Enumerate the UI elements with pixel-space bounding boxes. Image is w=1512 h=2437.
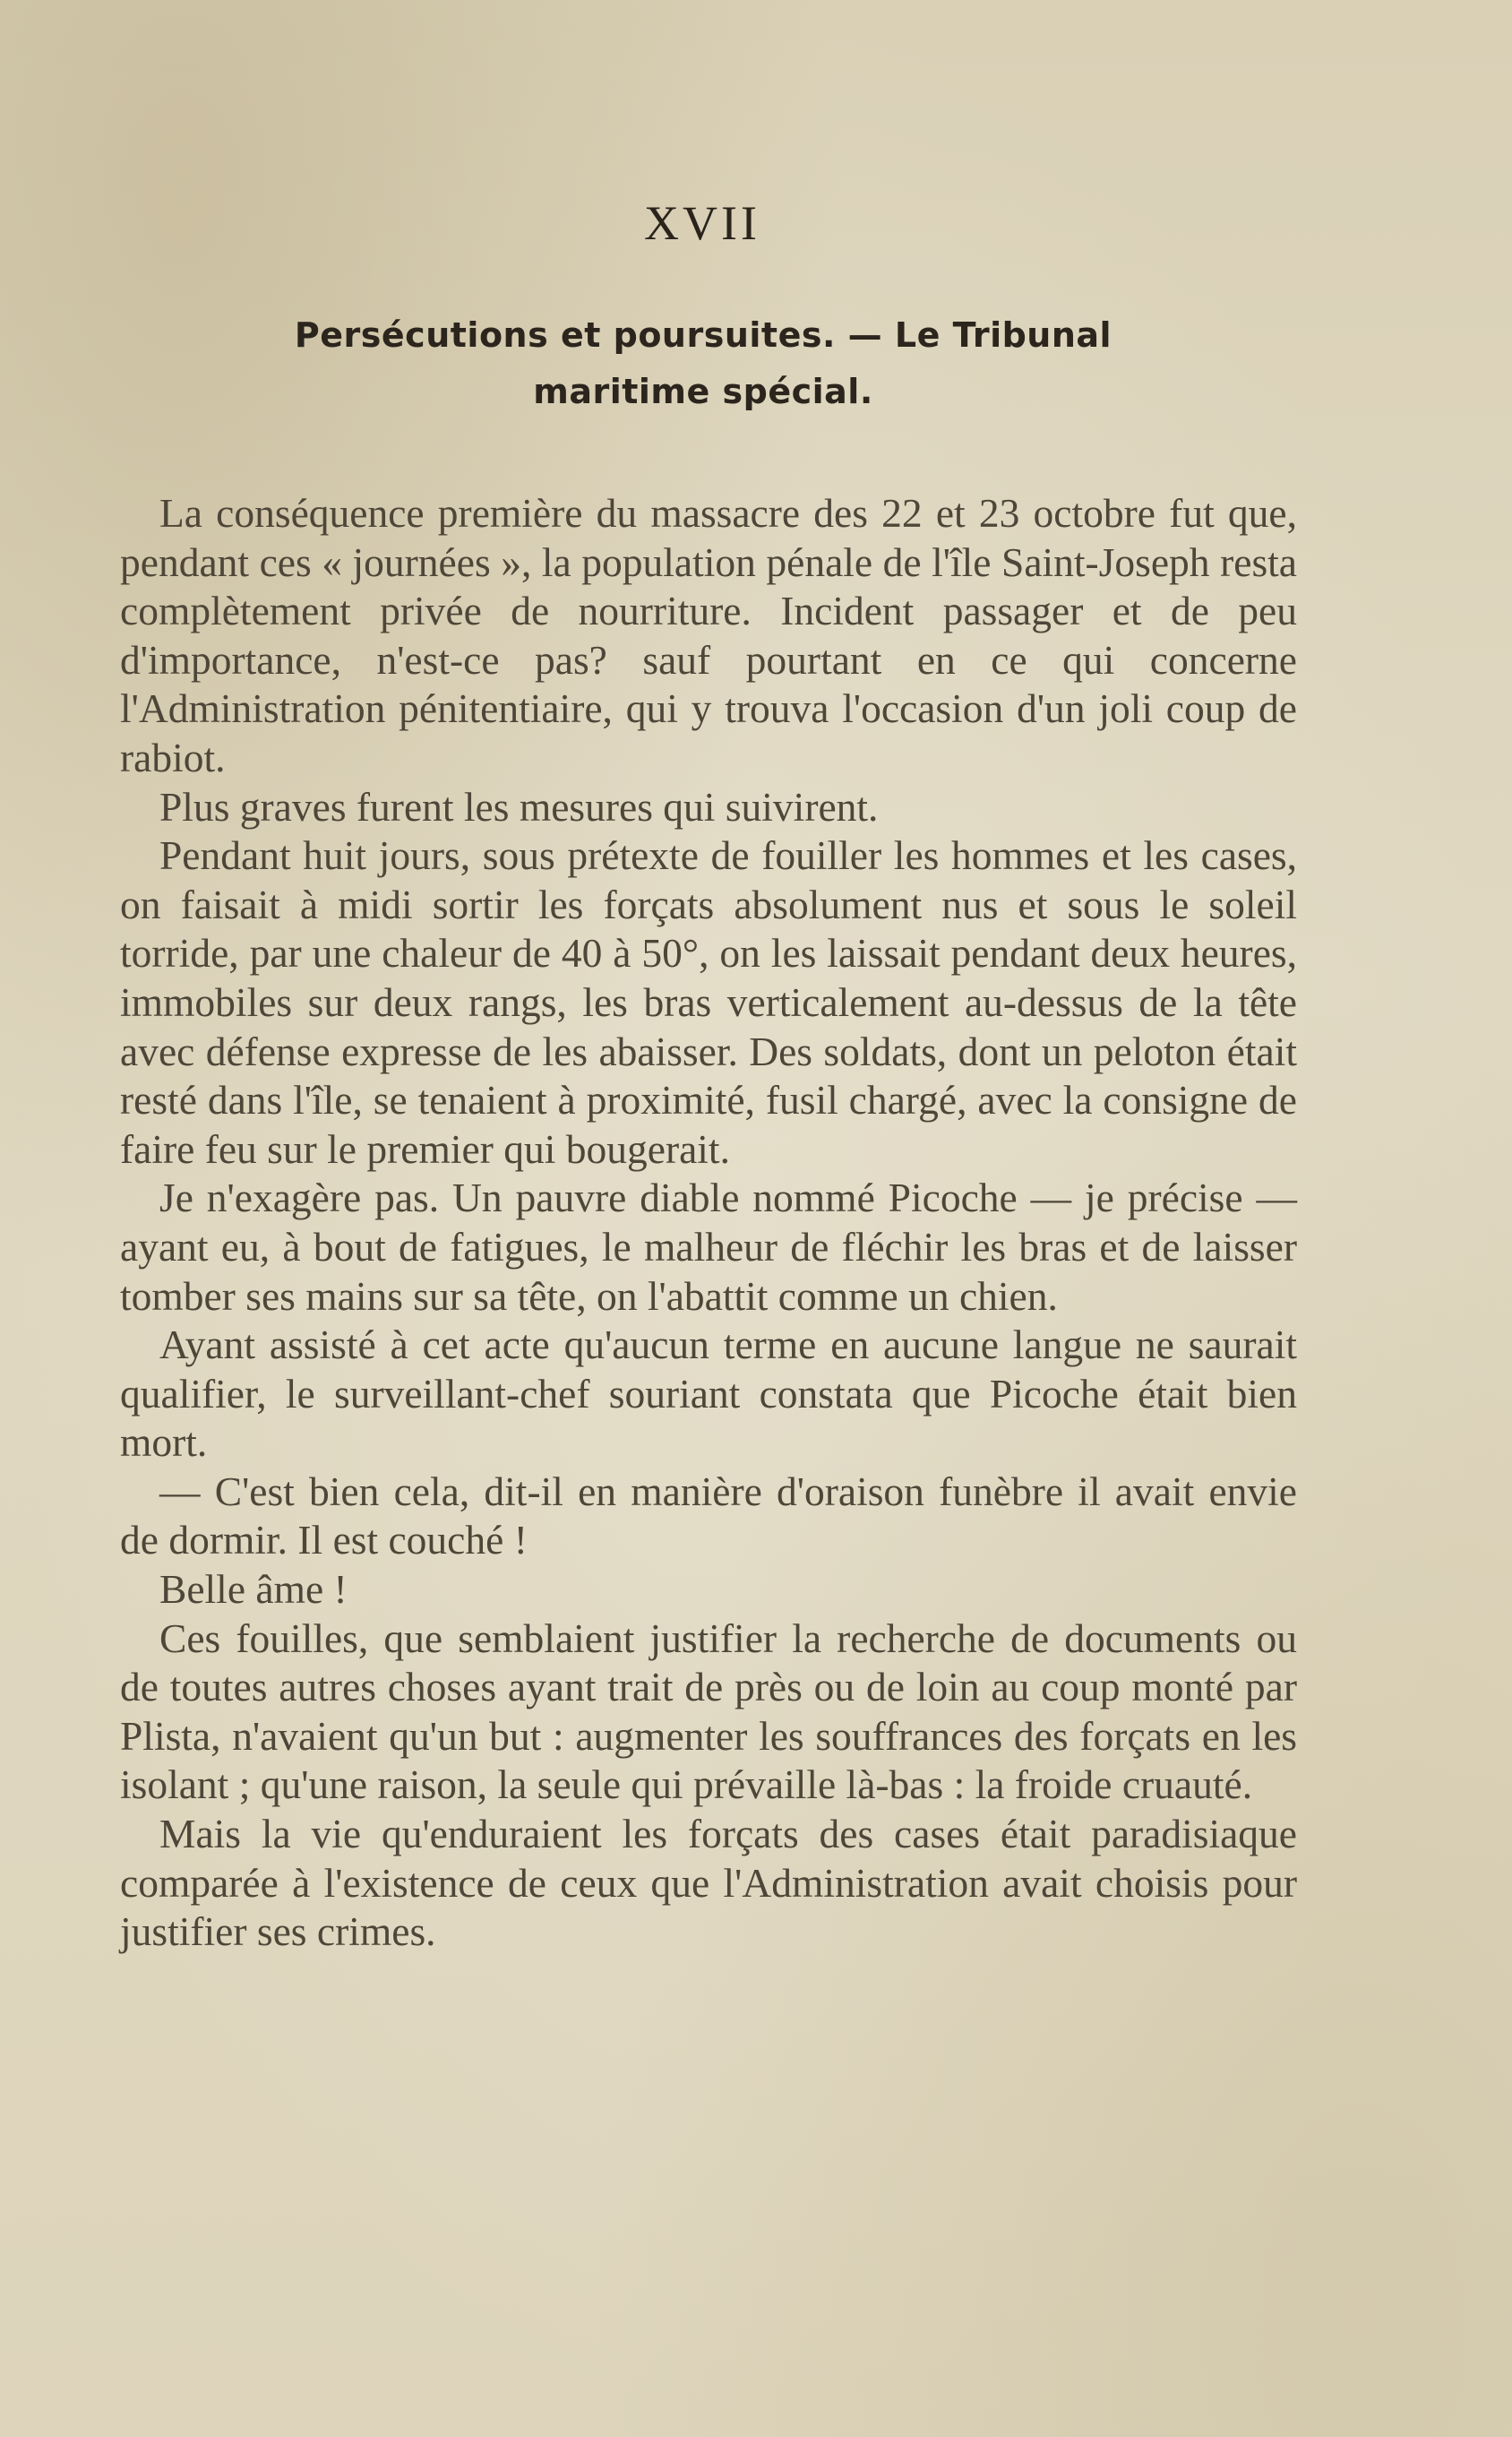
paragraph: — C'est bien cela, dit-il en manière d'oraison funèbre il avait envie de dormir. Il est couché !	[120, 1468, 1297, 1563]
chapter-title-line-1: Persécutions et poursuites. — Le Tribunal	[294, 315, 1113, 355]
paragraph: Mais la vie qu'enduraient les forçats des cases était paradisiaque comparée à l'existence de ceux que l'Administration avait choisis pour justifier ses crimes.	[120, 1811, 1297, 1955]
chapter-title-line-2: maritime spécial.	[533, 372, 873, 411]
chapter-number: XVII	[644, 196, 760, 250]
paragraph: La conséquence première du massacre des 22 et 23 octobre fut que, pendant ces « journées », la population pénale de l'île Saint-Joseph resta complètement privée de nourriture. Incident passager et de peu d'importance, n'est-ce pas? sauf pourtant en ce qui concerne l'Administration pénitentiaire, qui y trouva l'occasion d'un joli coup de rabiot.	[120, 490, 1297, 780]
paragraph: Je n'exagère pas. Un pauvre diable nommé Picoche — je précise — ayant eu, à bout de fatigues, le malheur de fléchir les bras et de laisser tomber ses mains sur sa tête, on l'abattit comme un chien.	[120, 1175, 1297, 1319]
paragraph: Ces fouilles, que semblaient justifier la recherche de documents ou de toutes autres choses ayant trait de près ou de loin au coup monté par Plista, n'avaient qu'un but : augmenter les souffrances des forçats en les isolant ; qu'une raison, la seule qui prévaille là-bas : la froide cruauté.	[120, 1615, 1297, 1808]
paragraph: Belle âme !	[159, 1566, 348, 1613]
chapter-title	[179, 307, 1227, 420]
paragraph: Plus graves furent les mesures qui suivirent.	[159, 783, 879, 830]
body-text	[120, 489, 1297, 1957]
paragraph: Pendant huit jours, sous prétexte de fouiller les hommes et les cases, on faisait à midi sortir les forçats absolument nus et sous le soleil torride, par une chaleur de 40 à 50°, on les laissait pendant deux heures, immobiles sur deux rangs, les bras verticalement au-dessus de la tête avec défense expresse de les abaisser. Des soldats, dont un peloton était resté dans l'île, se tenaient à proximité, fusil chargé, avec la consigne de faire feu sur le premier qui bougerait.	[120, 832, 1297, 1172]
paragraph: Ayant assisté à cet acte qu'aucun terme en aucune langue ne saurait qualifier, le surveillant-chef souriant constata que Picoche était bien mort.	[120, 1322, 1297, 1466]
